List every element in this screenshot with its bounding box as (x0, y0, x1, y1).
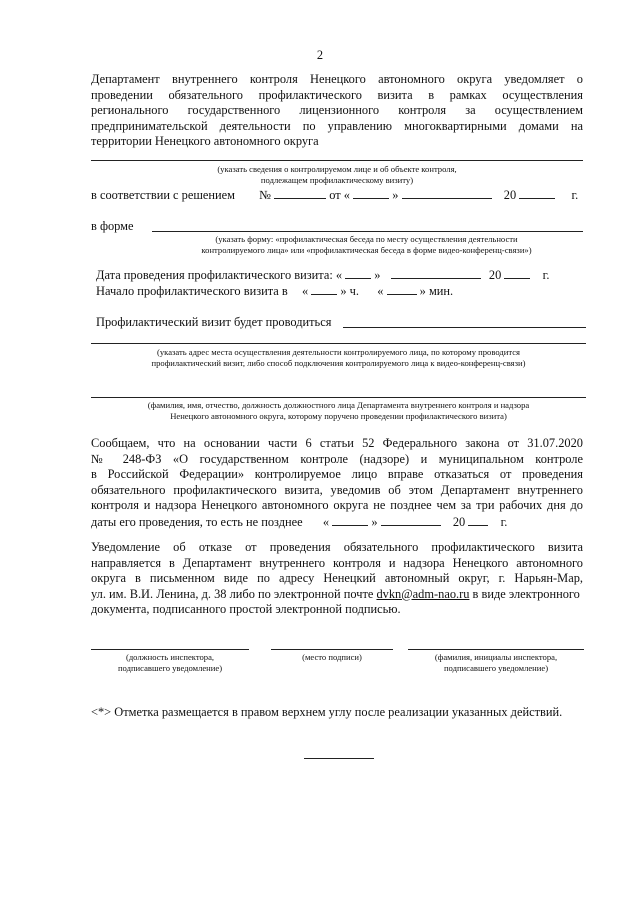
address-field-line[interactable] (91, 343, 586, 344)
notice-line: обязательного профилактического визита, уведомив об этом Департамент внутреннего (91, 482, 583, 497)
intro-line: регионального государственного лицензионного контроля за осуществлением (91, 103, 583, 117)
refusal-line: направляется в Департамент внутреннего контроля и надзора Ненецкого автономного (91, 555, 583, 570)
notice-line: контроля и надзора Ненецкого автономного округа не позднее чем за три рабочих дня до (91, 498, 583, 512)
visit-minutes-field[interactable] (387, 283, 417, 295)
deadline-year-field[interactable] (468, 514, 488, 526)
refusal-line: документа, подписанного простой электронной подписью. (91, 602, 401, 616)
decision-month-field[interactable] (402, 187, 492, 199)
deadline-day-field[interactable] (332, 514, 368, 526)
visit-day-field[interactable] (345, 267, 371, 279)
closing-separator (304, 758, 374, 759)
refusal-line: округа в письменном виде по адресу Ненецкий автономный округ, г. Нарьян-Мар, (91, 571, 583, 585)
refusal-line: Уведомление об отказе от проведения обязательного профилактического визита (91, 540, 583, 554)
deadline-month-field[interactable] (381, 514, 441, 526)
notice-line: № 248-ФЗ «О государственном контроле (надзоре) и муниципальном контроле (91, 451, 583, 466)
footnote: <*> Отметка размещается в правом верхнем углу после реализации указанных действий. (91, 705, 563, 719)
visit-year-field[interactable] (504, 267, 530, 279)
inspector-field-line[interactable] (91, 397, 586, 398)
controlled-person-field-line[interactable] (91, 160, 583, 161)
intro-paragraph (91, 72, 583, 150)
refusal-paragraph (91, 540, 583, 618)
intro-line: проведении обязательного профилактического визита в рамках осуществления (91, 87, 583, 102)
signature-name-hint: (фамилия, инициалы инспектора, подписавшего уведомление) (434, 652, 558, 673)
decision-day-field[interactable] (353, 187, 389, 199)
decision-year-field[interactable] (519, 187, 555, 199)
signature-place-line[interactable] (271, 649, 393, 650)
visit-place-field-line[interactable] (343, 327, 586, 328)
visit-month-field[interactable] (391, 267, 481, 279)
decision-line: в соответствии с решением № от « » 20 г. (91, 188, 579, 202)
form-field-line[interactable] (152, 231, 583, 232)
page-number: 2 (316, 48, 324, 62)
visit-start-line: Начало профилактического визита в « » ч. « » мин. (96, 284, 454, 298)
signature-place-hint: (место подписи) (302, 652, 362, 662)
intro-line: территории Ненецкого автономного округа (91, 134, 319, 148)
signature-name-line[interactable] (408, 649, 584, 650)
hint-address: (указать адрес места осуществления деятельности контролируемого лица, по которому проводится профилактический визит, либо способ подключения контролируемого лица к видео-конференц-связи) (151, 347, 526, 368)
email-link[interactable]: dvkn@adm-nao.ru (376, 586, 470, 601)
hint-inspector: (фамилия, имя, отчество, должность должностного лица Департамента внутреннего контроля и надзора Ненецкого автономного округа, которому поручено проведении профилактического визита) (147, 400, 530, 421)
intro-line: предпринимательской деятельности по управлению многоквартирными домами на (91, 118, 583, 133)
visit-date-line: Дата проведения профилактического визита: « » 20 г. (96, 268, 550, 282)
decision-number-field[interactable] (274, 187, 326, 199)
notice-line: Сообщаем, что на основании части 6 статьи 52 Федерального закона от 31.07.2020 (91, 436, 583, 450)
hint-controlled-person: (указать сведения о контролируемом лице и об объекте контроля, подлежащем профилактическому визиту) (217, 164, 457, 185)
refusal-line: ул. им. В.И. Ленина, д. 38 либо по электронной почте dvkn@adm-nao.ru в виде электронного (91, 586, 580, 601)
hint-form: (указать форму: «профилактическая беседа по месту осуществления деятельности контролируемого лица» или «профилактическая беседа в форме видео-конференц-связи») (201, 234, 532, 255)
notice-line: в Российской Федерации» контролируемое лицо вправе отказаться от проведения (91, 467, 583, 481)
signature-position-hint: (должность инспектора, подписавшего уведомление) (117, 652, 223, 673)
notice-paragraph (91, 436, 583, 530)
signature-position-line[interactable] (91, 649, 249, 650)
visit-place-label: Профилактический визит будет проводиться (96, 315, 332, 329)
form-label: в форме (91, 219, 134, 233)
notice-deadline-line: даты его проведения, то есть не позднее « » 20 г. (91, 514, 508, 529)
visit-hours-field[interactable] (311, 283, 337, 295)
intro-line: Департамент внутреннего контроля Ненецкого автономного округа уведомляет о (91, 72, 583, 86)
